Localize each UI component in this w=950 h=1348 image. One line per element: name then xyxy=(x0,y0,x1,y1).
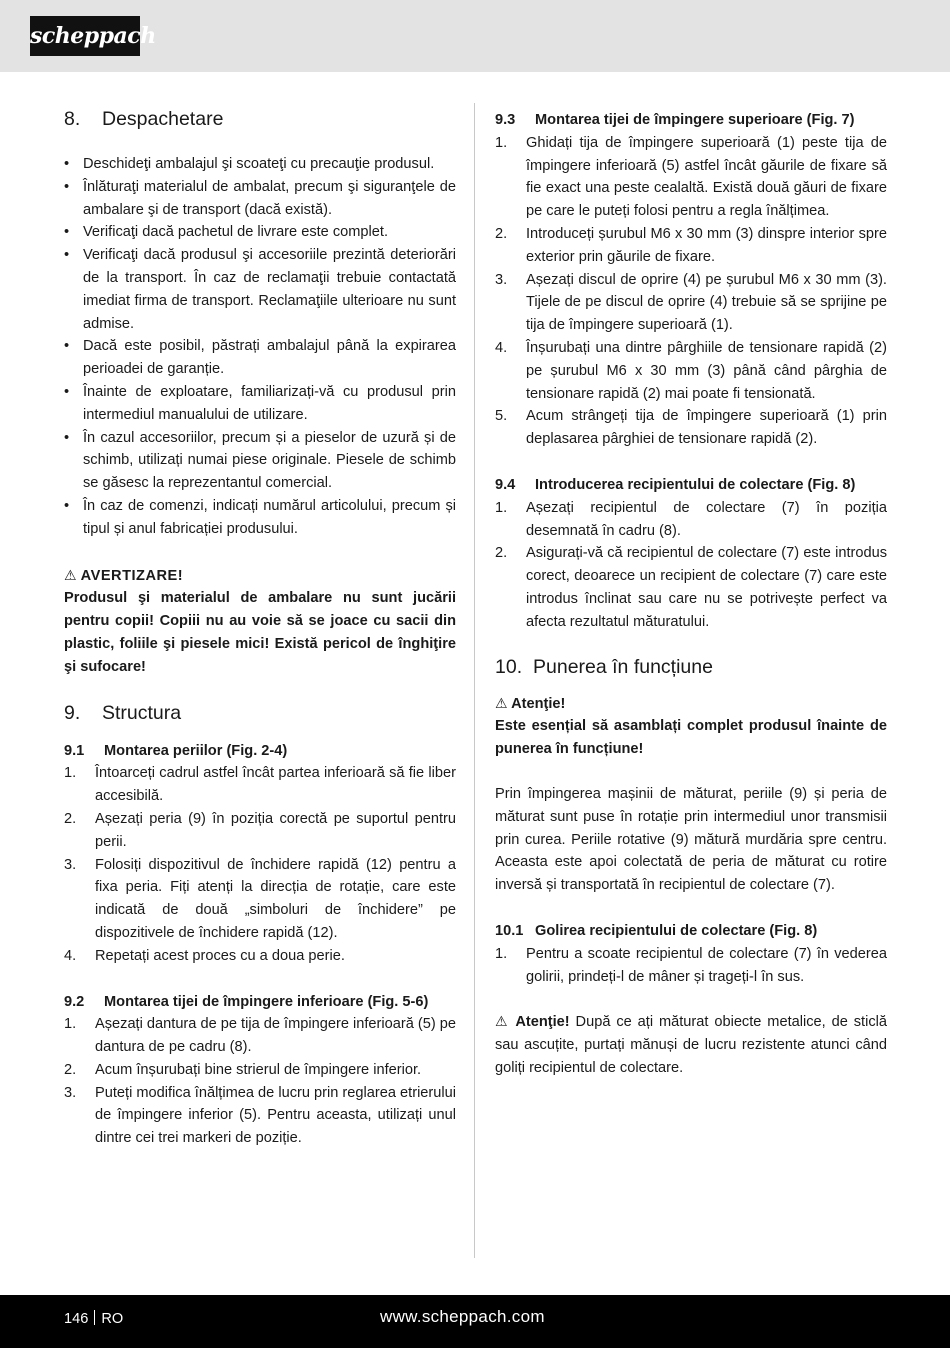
final-attention-text: După ce ați măturat obiecte metalice, de sticlă sau ascuțite, purtați mănuși de lucru rezistente atunci când goliți recipientul de colectare. xyxy=(495,1014,887,1076)
section-10-heading: 10. Punerea în funcțiune xyxy=(495,655,713,678)
section-9-2-heading: 9.2 Montarea tijei de împingere inferioare (Fig. 5-6) xyxy=(64,993,429,1010)
list-item: 4. Repetați acest proces cu a doua perie. xyxy=(64,947,345,964)
section-9-4-heading: 9.4 Introducerea recipientului de colectare (Fig. 8) xyxy=(495,476,856,493)
separator xyxy=(94,1310,95,1325)
list-item: 2. Așezați peria (9) în poziția corectă pe suportul pentru perii. xyxy=(64,810,456,850)
list-item: • Deschideţi ambalajul şi scoateţi cu precauţie produsul. xyxy=(64,153,456,176)
list-item: • Dacă este posibil, păstrați ambalajul până la expirarea perioadei de garanție. xyxy=(64,335,456,381)
list-item: • Înlăturaţi materialul de ambalat, precum şi siguranţele de ambalare şi de transport (dacă există). xyxy=(64,176,456,222)
column-divider xyxy=(474,103,475,1258)
section-8-heading: 8. Despachetare xyxy=(64,108,224,130)
attention-text: Este esențial să asamblați complet produsul înainte de punerea în funcțiune! xyxy=(495,718,887,758)
scheppach-logo: scheppach xyxy=(30,16,140,56)
page-reference xyxy=(64,1310,123,1327)
section-10-1-heading: 10.1 Golirea recipientului de colectare (Fig. 8) xyxy=(495,922,818,939)
unpacking-list xyxy=(64,153,456,541)
upper-handle-steps xyxy=(495,132,887,451)
final-attention xyxy=(495,1010,887,1079)
right-column xyxy=(495,109,887,1080)
list-item: 3. Folosiți dispozitivul de închidere rapidă (12) pentru a fixa peria. Fiți atenți la direcția de rotație, care este indicată de două „simboluri de închidere” pe dispozitivele de închidere rapidă (12). xyxy=(64,856,456,941)
page-number: 146 xyxy=(64,1311,89,1327)
emptying-steps xyxy=(495,943,887,989)
warning-block xyxy=(64,564,456,679)
warning-text: Produsul şi materialul de ambalare nu sunt jucării pentru copii! Copiii nu au voie să se joace cu sacii din plastic, foliile şi piesele mici! Există pericol de înghiţire şi sufocare! xyxy=(64,590,456,675)
warning-icon: ⚠ xyxy=(495,694,508,711)
list-item: • În cazul accesoriilor, precum și a pieselor de uzură și de schimb, utilizați numai piese originale. Piesele de schimb se găsesc la reprezentantul comercial. xyxy=(64,427,456,495)
list-item: 2. Asigurați-vă că recipientul de colectare (7) este introdus corect, deoarece un recipient de colectare (7) care este introdus înclinat sau care nu se potrivește perfect va afecta rezultatul măturatului. xyxy=(495,545,887,630)
lower-handle-steps xyxy=(64,1013,456,1150)
list-item: • Verificaţi dacă pachetul de livrare este complet. xyxy=(64,221,456,244)
warning-title: AVERTIZARE! xyxy=(80,567,184,584)
left-column xyxy=(64,104,456,1150)
container-steps xyxy=(495,497,887,634)
warning-icon: ⚠ xyxy=(495,1013,510,1030)
list-item: • Verificaţi dacă produsul şi accesoriile prezintă deteriorări de la transport. În caz de reclamaţii trebuie contactată imediat firma de transport. Reclamaţiile ulterioare nu sunt admise. xyxy=(64,244,456,335)
list-item: 2. Acum înșurubați bine strierul de împingere inferior. xyxy=(64,1061,422,1078)
attention-title: Atenţie! xyxy=(511,695,566,712)
list-item: 3. Puteți modifica înălțimea de lucru prin reglarea etrierului de împingere inferior (5). Pentru aceasta, utilizați unul dintre cei trei markeri de poziție. xyxy=(64,1084,456,1147)
attention-block xyxy=(495,692,887,761)
final-attention-title: Atenţie! xyxy=(515,1014,570,1031)
list-item: 3. Așezați discul de oprire (4) pe șurubul M6 x 30 mm (3). Tijele de pe discul de oprire (4) trebuie să se sprijine pe tija de împingere superioară (1). xyxy=(495,271,887,334)
operation-paragraph: Prin împingerea mașinii de măturat, periile (9) și peria de măturat sunt puse în rotație prin intermediul unor transmisii prin curea. Periile rotative (9) mătură murdăria spre centru. Aceasta este apoi colectată de peria de măturat cu rotire inversă și transportată în recipientul de colectare (7). xyxy=(495,785,887,894)
section-9-1-heading: 9.1 Montarea periilor (Fig. 2-4) xyxy=(64,742,288,759)
website-link[interactable]: www.scheppach.com xyxy=(380,1307,545,1326)
list-item: • În caz de comenzi, indicați numărul articolului, precum și tipul și anul fabricației produsului. xyxy=(64,495,456,541)
section-9-heading: 9. Structura xyxy=(64,701,182,724)
list-item: 2. Introduceți șurubul M6 x 30 mm (3) dinspre interior spre exterior prin găurile de fixare. xyxy=(495,225,887,265)
section-9-3-heading: 9.3 Montarea tijei de împingere superioare (Fig. 7) xyxy=(495,112,855,128)
warning-icon: ⚠ xyxy=(64,566,77,583)
list-item: • Înainte de exploatare, familiarizați-vă cu produsul prin intermediul manualului de utilizare. xyxy=(64,381,456,427)
list-item: 1. Așezați dantura de pe tija de împingere inferioară (5) pe dantura de pe cadru (8). xyxy=(64,1016,457,1056)
list-item: 5. Acum strângeți tija de împingere superioară (1) prin deplasarea pârghiei de tensionare rapidă (2). xyxy=(495,408,887,448)
list-item: 4. Înșurubați una dintre pârghiile de tensionare rapidă (2) pe șurubul M6 x 30 mm (3) până când pârghia de tensionare rapidă (2) mai poate fi tensionată. xyxy=(495,339,887,402)
list-item: 1. Pentru a scoate recipientul de colectare (7) în vederea golirii, prindeți-l de mâner și trageți-l în sus. xyxy=(495,945,887,985)
language-code: RO xyxy=(101,1311,124,1327)
header-bar xyxy=(0,0,950,72)
list-item: 1. Ghidați tija de împingere superioară (1) peste tija de împingere inferioară (5) astfel încât găurile de fixare să fie exact una peste cealaltă. Există două găuri de fixare pe care le puteți folosi pentru a regla înălțimea. xyxy=(495,134,887,220)
brush-steps xyxy=(64,762,456,967)
list-item: 1. Întoarceți cadrul astfel încât partea inferioară să fie liber accesibilă. xyxy=(64,765,456,805)
list-item: 1. Așezați recipientul de colectare (7) în poziția desemnată în cadru (8). xyxy=(495,499,887,539)
footer-bar xyxy=(0,1295,950,1348)
